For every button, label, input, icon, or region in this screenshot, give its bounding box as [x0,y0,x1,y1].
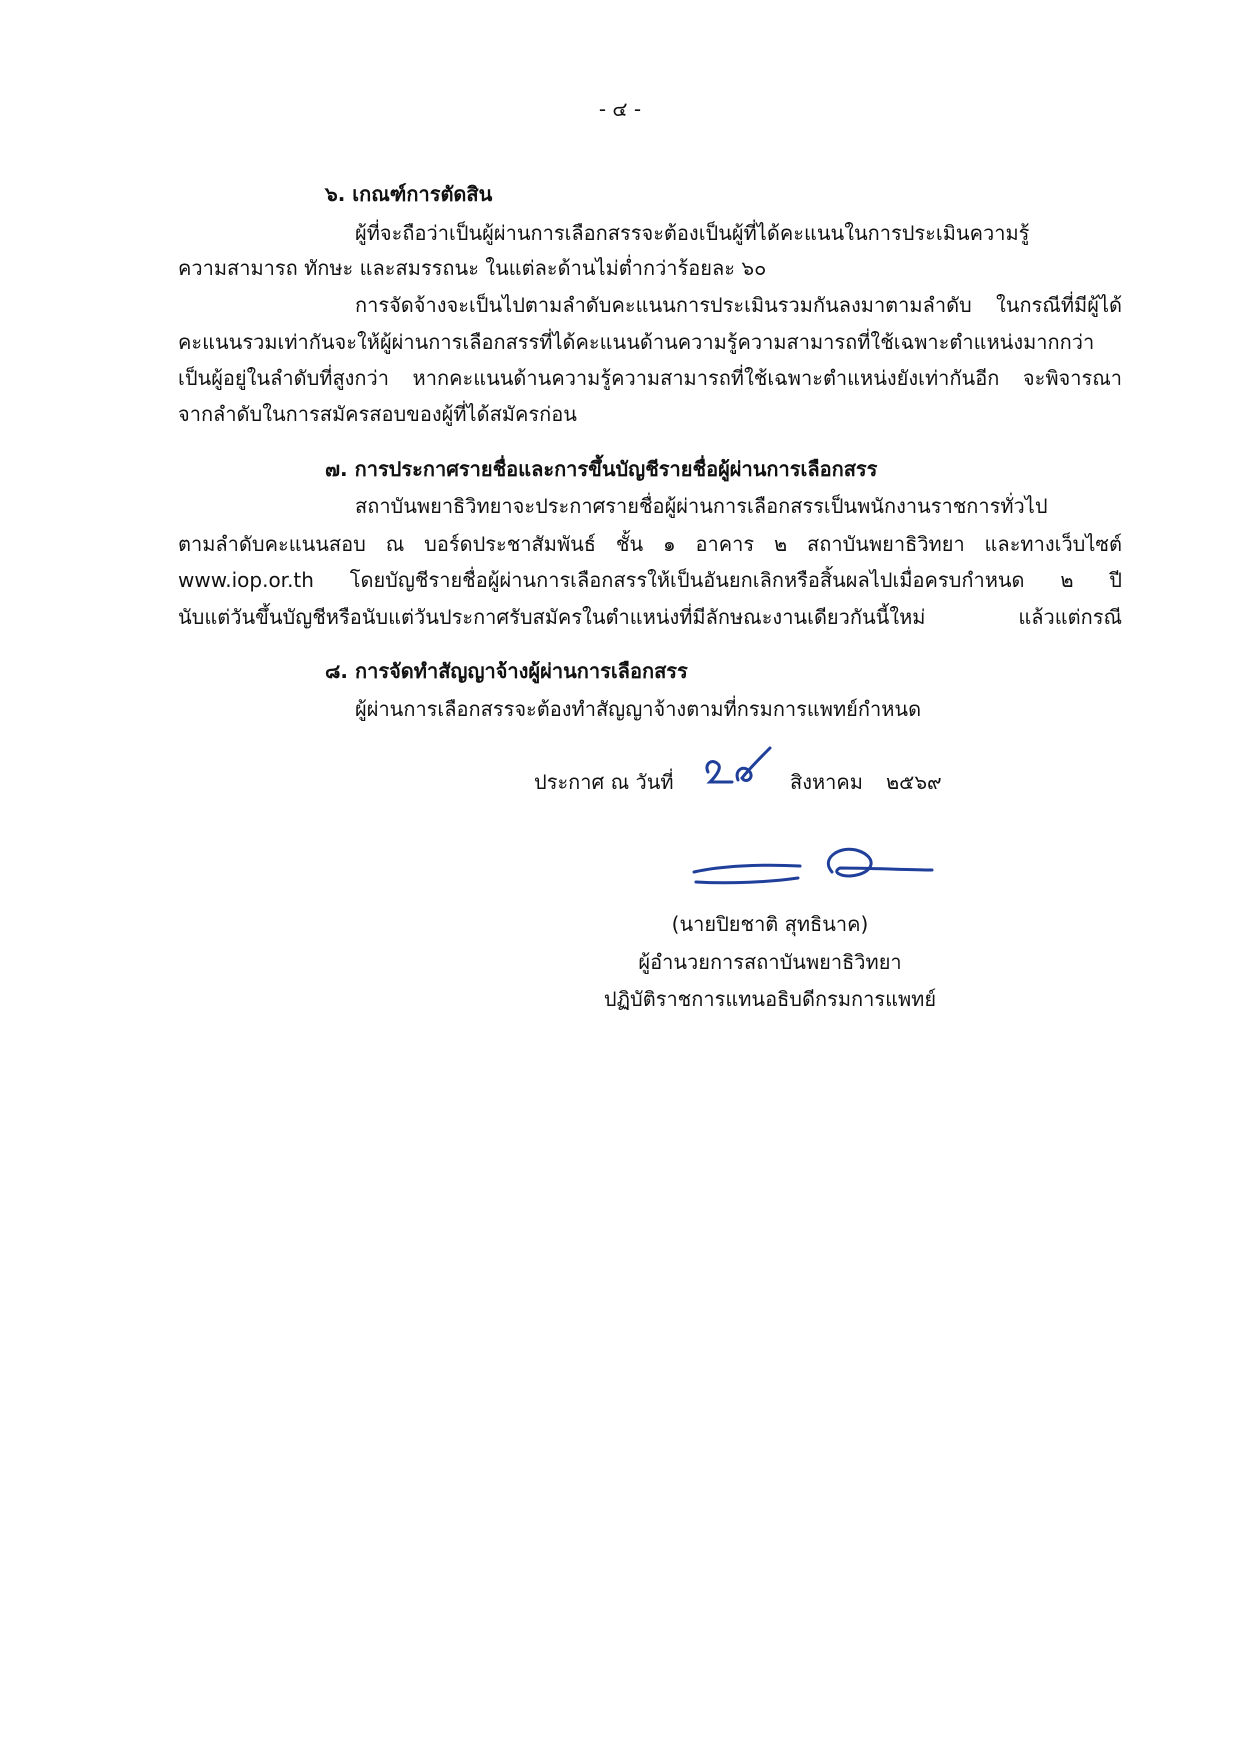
section6-line: การจัดจ้างจะเป็นไปตามลำดับคะแนนการประเมินรวมกันลงมาตามลำดับ ในกรณีที่มีผู้ได้ [355,293,1122,317]
signatory-acting: ปฏิบัติราชการแทนอธิบดีกรมการแพทย์ [603,987,937,1011]
section6-line: ความสามารถ ทักษะ และสมรรถนะ ในแต่ละด้านไม่ต่ำกว่าร้อยละ ๖๐ [178,256,767,280]
section6-line: จากลำดับในการสมัครสอบของผู้ที่ได้สมัครก่อน [178,402,577,426]
announcement-prefix: ประกาศ ณ วันที่ [534,770,674,794]
announcement-month: สิงหาคม [790,770,863,794]
section6-heading: ๖. เกณฑ์การตัดสิน [325,182,493,206]
page-number: - ๔ - [598,97,642,121]
handwritten-day [700,742,774,794]
section6-line: ผู้ที่จะถือว่าเป็นผู้ผ่านการเลือกสรรจะต้องเป็นผู้ที่ได้คะแนนในการประเมินความรู้ [355,221,1030,245]
signature-image [690,838,940,898]
section7-line: ตามลำดับคะแนนสอบ ณ บอร์ดประชาสัมพันธ์ ชั้น ๑ อาคาร ๒ สถาบันพยาธิวิทยา และทางเว็บไซต์ [178,532,1122,556]
signatory-name: (นายปิยชาติ สุทธินาค) [671,912,869,936]
signatory-title: ผู้อำนวยการสถาบันพยาธิวิทยา [638,950,902,974]
section6-line: คะแนนรวมเท่ากันจะให้ผู้ผ่านการเลือกสรรที่ได้คะแนนด้านความรู้ความสามารถที่ใช้เฉพาะตำแหน่งมากกว่า [178,330,1095,354]
section8-line: ผู้ผ่านการเลือกสรรจะต้องทำสัญญาจ้างตามที่กรมการแพทย์กำหนด [355,697,922,721]
announcement-year: ๒๕๖๙ [886,770,942,794]
section7-line: สถาบันพยาธิวิทยาจะประกาศรายชื่อผู้ผ่านการเลือกสรรเป็นพนักงานราชการทั่วไป [355,494,1048,518]
section8-heading: ๘. การจัดทำสัญญาจ้างผู้ผ่านการเลือกสรร [325,659,688,683]
section7-line: www.iop.or.th โดยบัญชีรายชื่อผู้ผ่านการเลือกสรรให้เป็นอันยกเลิกหรือสิ้นผลไปเมื่อครบกำหนด ๒ ปี [178,568,1122,592]
section7-line: นับแต่วันขึ้นบัญชีหรือนับแต่วันประกาศรับสมัครในตำแหน่งที่มีลักษณะงานเดียวกันนี้ใหม่ แล้วแต่กรณี [178,605,1122,629]
section7-heading: ๗. การประกาศรายชื่อและการขึ้นบัญชีรายชื่อผู้ผ่านการเลือกสรร [325,457,878,481]
section6-line: เป็นผู้อยู่ในลำดับที่สูงกว่า หากคะแนนด้านความรู้ความสามารถที่ใช้เฉพาะตำแหน่งยังเท่ากันอีก จะพิจารณา [178,366,1122,390]
